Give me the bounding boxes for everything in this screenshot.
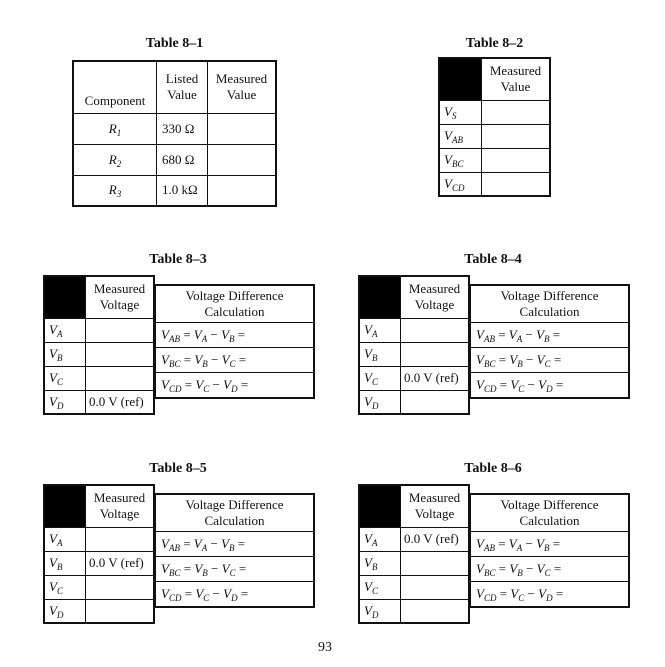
blank-corner [359,276,401,318]
table-row [44,390,154,414]
node-label: $V_D$ [44,599,86,623]
t82-label: $V_{CD}$ [439,172,482,196]
table-8-2 [438,57,551,197]
measured-voltage-cell[interactable] [401,599,470,623]
table-row [44,342,154,366]
t81-component: $R_1$ [73,113,157,144]
measured-voltage-cell[interactable]: 0.0 V (ref) [401,366,470,390]
calc-row[interactable]: $V_{BC}$ = $V_B$ − $V_C$ = [471,557,628,582]
measured-voltage-cell[interactable] [401,318,470,342]
voltage-table-caption: Table 8–3 [149,252,207,267]
t82-measured-cell[interactable] [482,172,551,196]
t81-header-component: Component [73,61,157,113]
measured-voltage-table [358,275,470,415]
measured-voltage-header: Measured Voltage [401,276,470,318]
node-label: $V_D$ [44,390,86,414]
table-row [439,148,550,172]
table-row [44,551,154,575]
node-label: $V_D$ [359,599,401,623]
voltage-difference-calculation [470,493,630,608]
calc-header: Voltage Difference Calculation [156,286,313,323]
calc-row[interactable]: $V_{CD}$ = $V_C$ − $V_D$ = [161,377,249,394]
calc-header: Voltage Difference Calculation [471,286,628,323]
table-row [359,390,469,414]
node-label: $V_C$ [44,575,86,599]
calc-row[interactable]: $V_{BC}$ = $V_B$ − $V_C$ = [156,348,313,373]
t81-component: $R_3$ [73,175,157,206]
t82-measured-cell[interactable] [482,100,551,124]
blank-corner [44,276,86,318]
measured-voltage-cell[interactable] [401,342,470,366]
node-label: $V_C$ [359,366,401,390]
node-label: $V_A$ [359,318,401,342]
blank-corner [359,485,401,527]
table-row [359,366,469,390]
table-row [359,551,469,575]
table-row [44,575,154,599]
calc-row[interactable]: $V_{AB}$ = $V_A$ − $V_B$ = [471,532,628,557]
calc-row[interactable]: $V_{CD}$ = $V_C$ − $V_D$ = [476,377,564,394]
measured-voltage-cell[interactable] [86,318,155,342]
node-label: $V_B$ [359,342,401,366]
measured-voltage-cell[interactable] [401,390,470,414]
measured-voltage-cell[interactable]: 0.0 V (ref) [86,390,155,414]
measured-voltage-cell[interactable]: 0.0 V (ref) [401,527,470,551]
t81-component: $R_2$ [73,144,157,175]
measured-voltage-cell[interactable]: 0.0 V (ref) [86,551,155,575]
t82-blank-corner [439,58,482,100]
measured-voltage-table [43,484,155,624]
node-label: $V_C$ [44,366,86,390]
table-8-2-caption: Table 8–2 [465,36,524,51]
measured-voltage-cell[interactable] [401,551,470,575]
page-number: 93 [318,640,332,655]
table-row [44,527,154,551]
node-label: $V_A$ [44,527,86,551]
calc-header: Voltage Difference Calculation [471,495,628,532]
measured-voltage-header: Measured Voltage [86,485,155,527]
measured-voltage-cell[interactable] [86,527,155,551]
measured-voltage-cell[interactable] [86,366,155,390]
t82-header-measured: Measured Value [482,58,551,100]
table-row [44,366,154,390]
t81-header-listed: Listed Value [157,61,208,113]
node-label: $V_B$ [44,551,86,575]
t81-measured-cell[interactable] [208,175,277,206]
voltage-table-caption: Table 8–4 [464,252,522,267]
t81-header-measured: Measured Value [208,61,277,113]
t81-measured-cell[interactable] [208,144,277,175]
calc-row[interactable]: $V_{AB}$ = $V_A$ − $V_B$ = [471,323,628,348]
calc-row[interactable]: $V_{AB}$ = $V_A$ − $V_B$ = [156,323,313,348]
table-row [44,599,154,623]
node-label: $V_B$ [359,551,401,575]
t81-listed-value: 680 Ω [157,144,208,175]
table-row [73,144,276,175]
blank-corner [44,485,86,527]
t82-measured-cell[interactable] [482,124,551,148]
calc-row[interactable]: $V_{BC}$ = $V_B$ − $V_C$ = [156,557,313,582]
table-row [359,575,469,599]
calc-row[interactable]: $V_{AB}$ = $V_A$ − $V_B$ = [156,532,313,557]
table-row [44,318,154,342]
t82-label: $V_{AB}$ [439,124,482,148]
table-row [359,318,469,342]
t82-label: $V_{BC}$ [439,148,482,172]
calc-row[interactable]: $V_{CD}$ = $V_C$ − $V_D$ = [476,586,564,603]
calc-row[interactable]: $V_{CD}$ = $V_C$ − $V_D$ = [161,586,249,603]
node-label: $V_C$ [359,575,401,599]
t81-measured-cell[interactable] [208,113,277,144]
table-row [439,100,550,124]
measured-voltage-cell[interactable] [86,342,155,366]
voltage-difference-calculation [470,284,630,399]
node-label: $V_D$ [359,390,401,414]
t81-listed-value: 330 Ω [157,113,208,144]
measured-voltage-cell[interactable] [86,575,155,599]
table-8-1-caption: Table 8–1 [145,36,204,51]
calc-row[interactable]: $V_{BC}$ = $V_B$ − $V_C$ = [471,348,628,373]
measured-voltage-header: Measured Voltage [401,485,470,527]
measured-voltage-cell[interactable] [401,575,470,599]
table-row [73,175,276,206]
t82-measured-cell[interactable] [482,148,551,172]
table-row [359,527,469,551]
voltage-table-caption: Table 8–5 [149,461,207,476]
node-label: $V_A$ [359,527,401,551]
table-row [439,172,550,196]
table-row [359,599,469,623]
voltage-difference-calculation [155,493,315,608]
voltage-difference-calculation [155,284,315,399]
t81-listed-value: 1.0 kΩ [157,175,208,206]
measured-voltage-header: Measured Voltage [86,276,155,318]
measured-voltage-table [43,275,155,415]
t82-label: $V_S$ [439,100,482,124]
measured-voltage-table [358,484,470,624]
table-row [359,342,469,366]
table-8-1 [72,60,277,207]
node-label: $V_A$ [44,318,86,342]
table-row [73,113,276,144]
table-row [439,124,550,148]
measured-voltage-cell[interactable] [86,599,155,623]
node-label: $V_B$ [44,342,86,366]
calc-header: Voltage Difference Calculation [156,495,313,532]
voltage-table-caption: Table 8–6 [464,461,522,476]
